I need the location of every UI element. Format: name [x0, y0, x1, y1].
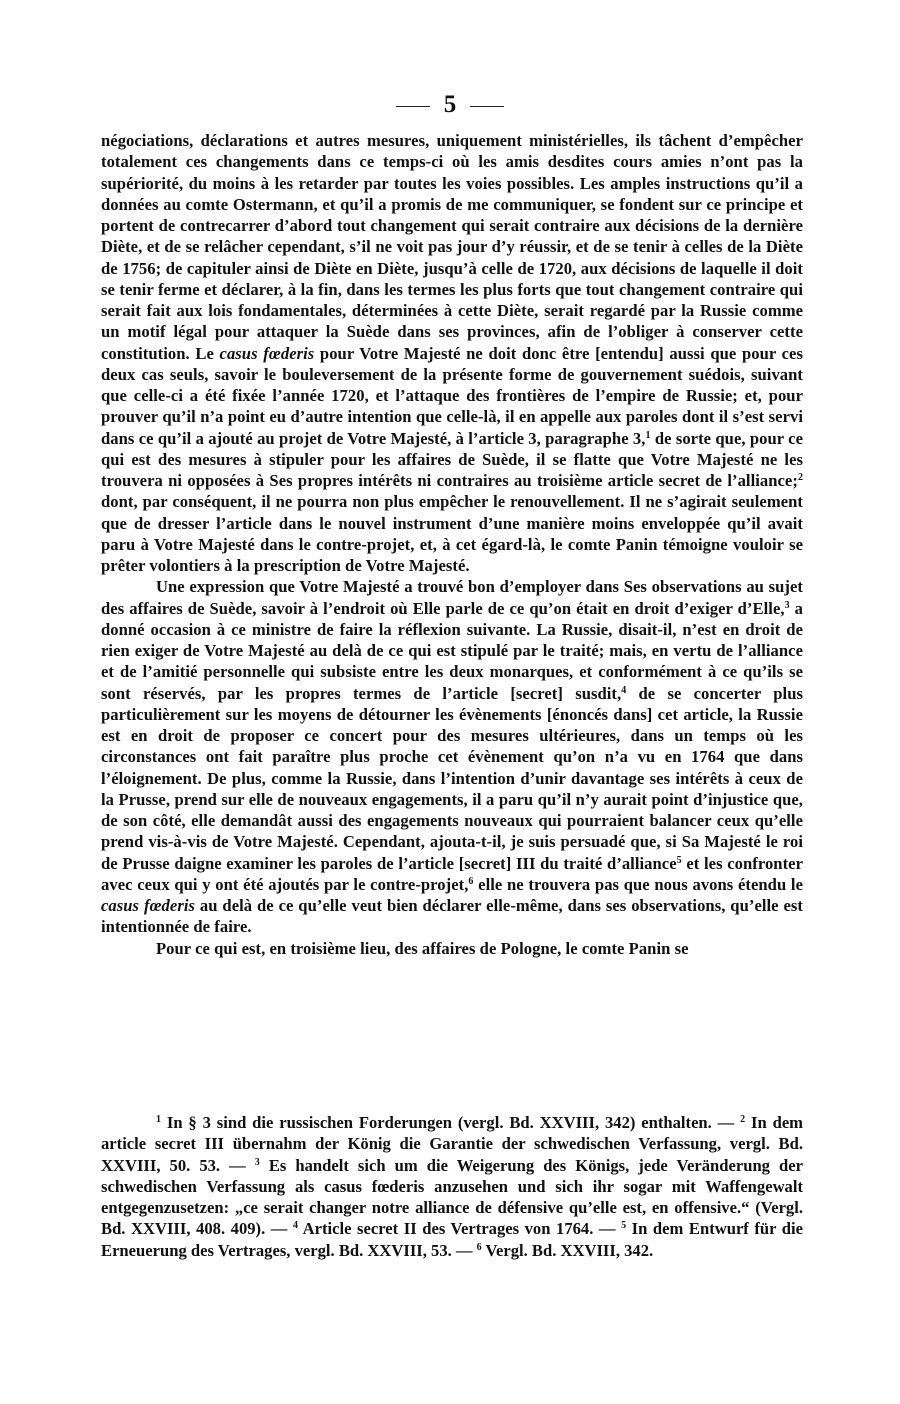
text-run: Es handelt sich um die Weigerung des Königs, jede Veränderung der schwedischen Verfassung als casus fœderis anzusehen und sich ihr sogar mit Waffengewalt entgegenzusetzen: „ce serait changer notre alliance de défensive qu’elle est, en offensive.“ (Vergl. Bd. XXVIII, 408. 409). —	[101, 1155, 803, 1239]
text-run: Une expression que Votre Majesté a trouvé bon d’employer dans Ses observations au sujet des affaires de Suède, savoir à l’endroit où Elle parle de ce qu’on était en droit d’exiger d’Elle,	[101, 577, 803, 618]
text-run: et les confronter avec ceux qui y ont été ajoutés par le contre-projet,	[101, 853, 803, 894]
text-run: elle ne trouvera pas que nous avons étendu le	[473, 874, 803, 894]
text-run: In dem Entwurf für die Erneuerung des Vertrages, vergl. Bd. XXVIII, 53. —	[101, 1219, 804, 1260]
text-run: a donné occasion à ce ministre de faire la réflexion suivante. La Russie, disait-il, n’est en droit de rien exiger de Votre Majesté au delà de ce qui est stipulé par le traité; mais, en vertu de l’alliance et de l’amitié personnelle qui subsiste entre les deux monarques, et conformément à ce qu’ils se sont réservés, par les propres termes de l’article [secret] susdit,	[101, 598, 804, 703]
text-run: Article secret II des Vertrages von 1764. —	[297, 1219, 622, 1239]
footnotes	[101, 1112, 803, 1261]
text-run: In § 3 sind die russischen Forderungen (vergl. Bd. XXVIII, 342) enthalten. —	[161, 1113, 741, 1132]
italic-term: casus fœderis	[101, 896, 195, 915]
paragraph-continuation	[101, 130, 803, 576]
footnote-block	[101, 1112, 803, 1261]
footnote-marker: 2	[797, 472, 803, 483]
text-run: au delà de ce qu’elle veut bien déclarer elle-même, dans ses observations, qu’elle est intentionnée de faire.	[101, 896, 803, 937]
footnote-marker: 4	[621, 684, 627, 696]
footnote-marker: 4	[292, 1220, 298, 1232]
paragraph-pologne	[101, 938, 803, 959]
text-run: de sorte que, pour ce qui est des mesures à stipuler pour les affaires de Suède, il se flatte que Votre Majesté ne les trouvera ni opposées à Ses propres intérêts ni contraires au troisième article secret de l’alliance;	[101, 428, 804, 490]
footnote-marker: 5	[676, 854, 682, 866]
text-run: In dem article secret III übernahm der König die Garantie der schwedischen Verfassung, vergl. Bd. XXVIII, 50. 53. —	[101, 1113, 804, 1175]
page-number: 5	[443, 91, 457, 118]
main-text	[101, 130, 803, 959]
footnote-marker: 6	[468, 875, 474, 887]
footnote-marker: 6	[476, 1241, 482, 1253]
footnote-marker: 5	[621, 1220, 627, 1232]
footnote-marker: 1	[156, 1114, 161, 1125]
footnote-marker: 3	[254, 1156, 260, 1168]
text-run: dont, par conséquent, il ne pourra non plus empêcher le renouvellement. Il ne s’agirait seulement que de dresser l’article dans le nouvel instrument d’une manière moins enveloppée qu’il avait paru à Votre Majesté dans le contre-projet, et, à cet égard-là, le comte Panin témoigne vouloir se prêter volontiers à la prescription de Votre Majesté.	[101, 492, 803, 575]
text-run: Pour ce qui est, en troisième lieu, des affaires de Pologne, le comte Panin se	[156, 938, 689, 958]
header-rule-right	[470, 106, 504, 107]
footnote-marker: 1	[645, 429, 651, 441]
text-run: négociations, déclarations et autres mesures, uniquement ministérielles, ils tâchent d’empêcher totalement ces changements dans ce temps-ci où les amis desdites cours amies n’ont pas la supériorité, du moins à les retarder par toutes les voies possibles. Les amples instructions qu’il a données au comte Ostermann, et qu’il a promis de me communiquer, se fondent sur ce principe et portent de contrecarrer d’abord tout changement qui serait contraire aux décisions de la dernière Diète, et de se relâcher cependant, s’il ne voit pas jour d’y réussir, et de se tenir à celles de la Diète de 1756; de capituler ainsi de Diète en Diète, jusqu’à celle de 1720, aux décisions de laquelle il doit se tenir ferme et déclarer, à la fin, dans les termes les plus forts que tout changement contraire qui serait fait aux lois fondamentales, déterminées à cette Diète, serait regardé par la Russie comme un motif légal pour attaquer la Suède dans ses provinces, afin de l’obliger à conserver cette constitution. Le	[101, 131, 803, 363]
text-run: pour Votre Majesté ne doit donc être [entendu] aussi que pour ces deux cas seuls, savoir le bouleversement de la présente forme de gouvernement suédois, suivant que celle-ci a été fixée l’année 1720, et l’attaque des frontières de l’empire de Russie; et, pour prouver qu’il n’a point eu d’autre intention que celle-là, il en appelle aux paroles dont il s’est servi dans ce qu’il a ajouté au projet de Votre Majesté, à l’article 3, paragraphe 3,	[101, 343, 803, 448]
italic-term: casus fœderis	[219, 343, 315, 363]
text-run: Vergl. Bd. XXVIII, 342.	[481, 1240, 654, 1260]
header-rule-left	[396, 106, 430, 107]
page-header	[0, 90, 900, 120]
footnote-marker: 2	[740, 1114, 746, 1125]
footnote-marker: 3	[784, 599, 790, 611]
paragraph-expression	[101, 576, 803, 937]
text-run: de se concerter plus particulièrement sur les moyens de détourner les évènements [énoncés dans] cet article, la Russie est en droit de proposer ce concert pour des mesures ultérieures, dans un temps où les circonstances ont fait paraître plus proche cet évènement qu’on n’a vu en 1764 que dans l’éloignement. De plus, comme la Russie, dans l’intention d’unir davantage ses intérêts à ceux de la Prusse, prend sur elle de nouveaux engagements, il a paru qu’il n’y aurait point d’injustice que, de son côté, elle demandât aussi des engagements nouveaux qui pourraient balancer ceux qu’elle prend vis-à-vis de Votre Majesté. Cependant, ajouta-t-il, je suis persuadé que, si Sa Majesté le roi de Prusse daigne examiner les paroles de l’article [secret] III du traité d’alliance	[101, 683, 803, 873]
